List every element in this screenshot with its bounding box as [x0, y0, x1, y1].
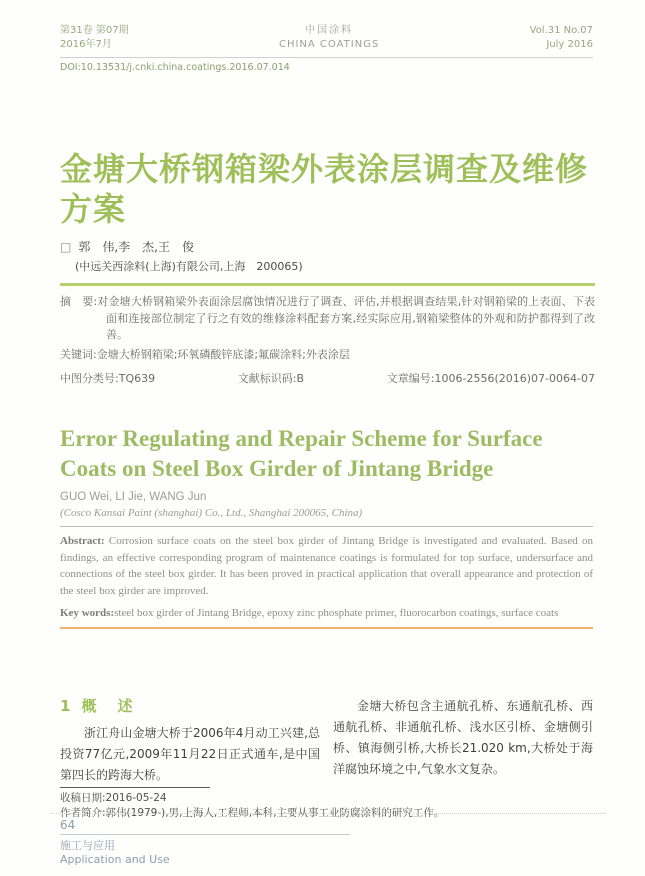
section-title: 概 述: [81, 697, 136, 715]
body-left-column: [60, 696, 320, 786]
received-date-value: 2016-05-24: [105, 792, 167, 804]
footer-divider-rule: [60, 834, 350, 835]
article-meta-row: [60, 370, 595, 386]
date-en: July 2016: [546, 39, 593, 50]
volume-issue-cn: 第31卷 第07期: [60, 25, 129, 36]
document-code: [238, 370, 304, 386]
page-number: 64: [60, 818, 76, 832]
clc-number: [60, 370, 155, 386]
footnote-divider-rule: [60, 787, 210, 788]
received-date-line: [60, 791, 593, 806]
footer-section-cn: 施工与应用: [60, 839, 115, 852]
document-code-value: B: [296, 371, 305, 385]
keywords-en: [60, 605, 593, 622]
page-footer: [50, 813, 605, 866]
body-paragraph-right: 金塘大桥包含主通航孔桥、东通航孔桥、西通航孔桥、非通航孔桥、浅水区引桥、金塘侧引桥、镇海侧引桥,大桥长21.020 km,大桥处于海洋腐蚀环境之中,气象水文复杂。: [333, 699, 593, 776]
clc-label: 中图分类号:: [60, 371, 119, 385]
abstract-cn: [60, 294, 595, 344]
article-title-en: Error Regulating and Repair Scheme for Surface Coats on Steel Box Girder of Jintang Bridge: [60, 426, 543, 481]
orange-divider-rule: [60, 627, 593, 629]
abstract-text-en: Corrosion surface coats on the steel box girder of Jintang Bridge is investigated and evaluated. Based on findings, an effective corresponding program of maintenance coatings is formulated for top surface, undersurface and connections of the steel box girder. It has been proved in practical application that overall appearance and protection of the steel box girder are improved.: [60, 535, 593, 597]
keywords-text-en: steel box girder of Jintang Bridge, epoxy zinc phosphate primer, fluorocarbon coatings, surface coats: [114, 607, 559, 619]
chinese-article-block: [60, 149, 595, 386]
body-paragraph-left: 浙江舟山金塘大桥于2006年4月动工兴建,总投资77亿元,2009年11月22日正式通车,是中国第四长的跨海大桥。: [60, 726, 320, 782]
authors-cn: 郭 伟,李 杰,王 俊: [78, 240, 194, 254]
keywords-label-en: Key words:: [60, 607, 115, 619]
article-title-cn: 金塘大桥钢箱梁外表涂层调查及维修方案: [60, 150, 589, 228]
gray-divider-rule: [60, 526, 593, 527]
article-number-label: 文章编号:: [386, 371, 435, 385]
journal-header: [60, 24, 593, 73]
journal-name-en: CHINA COATINGS: [278, 39, 380, 50]
affiliation-en: (Cosco Kansai Paint (shanghai) Co., Ltd., Shanghai 200065, China): [60, 507, 363, 519]
green-divider-rule: [60, 283, 595, 286]
journal-name-cn: 中国涂料: [305, 25, 354, 36]
header-volume-issue-cn: [60, 24, 129, 52]
journal-header-row: [60, 24, 593, 58]
authors-line-cn: [60, 238, 595, 255]
author-bio-text: 郭伟(1979-),男,上海人,工程师,本科,主要从事工业防腐涂料的研究工作。: [105, 806, 445, 819]
article-number: [387, 370, 595, 386]
doi-line: DOI:10.13531/j.cnki.china.coatings.2016.07.014: [60, 62, 290, 73]
section-number: 1: [60, 697, 71, 715]
article-number-value: 1006-2556(2016)07-0064-07: [434, 371, 595, 385]
keywords-cn: [60, 347, 595, 363]
section-heading: [60, 696, 320, 717]
author-bullet-icon: □: [60, 240, 72, 254]
affiliation-cn: (中远关西涂料(上海)有限公司,上海 200065): [75, 260, 303, 273]
author-bio-label: 作者简介:: [60, 806, 106, 819]
document-code-label: 文献标识码:: [237, 371, 297, 385]
abstract-en: [60, 533, 593, 599]
authors-en: GUO Wei, LI Jie, WANG Jun: [60, 491, 207, 503]
keywords-text-cn: 金塘大桥钢箱梁;环氧磷酸锌底漆;氟碳涂料;外表涂层: [96, 347, 350, 361]
volume-issue-en: Vol.31 No.07: [529, 25, 593, 36]
received-date-label: 收稿日期:: [60, 792, 106, 804]
journal-name: [279, 24, 379, 52]
date-cn: 2016年7月: [60, 39, 112, 50]
abstract-text-cn: 对金塘大桥钢箱梁外表面涂层腐蚀情况进行了调查、评估,并根据调查结果,针对钢箱梁的上表面、下表面和连接部位制定了行之有效的维修涂料配套方案,经实际应用,钢箱梁整体的外观和防护都得到了改善。: [97, 295, 595, 341]
footer-section-en: Application and Use: [60, 853, 170, 866]
abstract-label-en: Abstract:: [60, 535, 105, 547]
header-volume-issue-en: [530, 24, 593, 52]
english-article-block: [60, 424, 593, 629]
body-right-column: [333, 696, 593, 786]
abstract-label-cn: 摘 要:: [60, 295, 98, 308]
article-body-columns: [60, 696, 593, 786]
clc-value: TQ639: [118, 371, 156, 385]
keywords-label-cn: 关键词:: [60, 347, 97, 361]
